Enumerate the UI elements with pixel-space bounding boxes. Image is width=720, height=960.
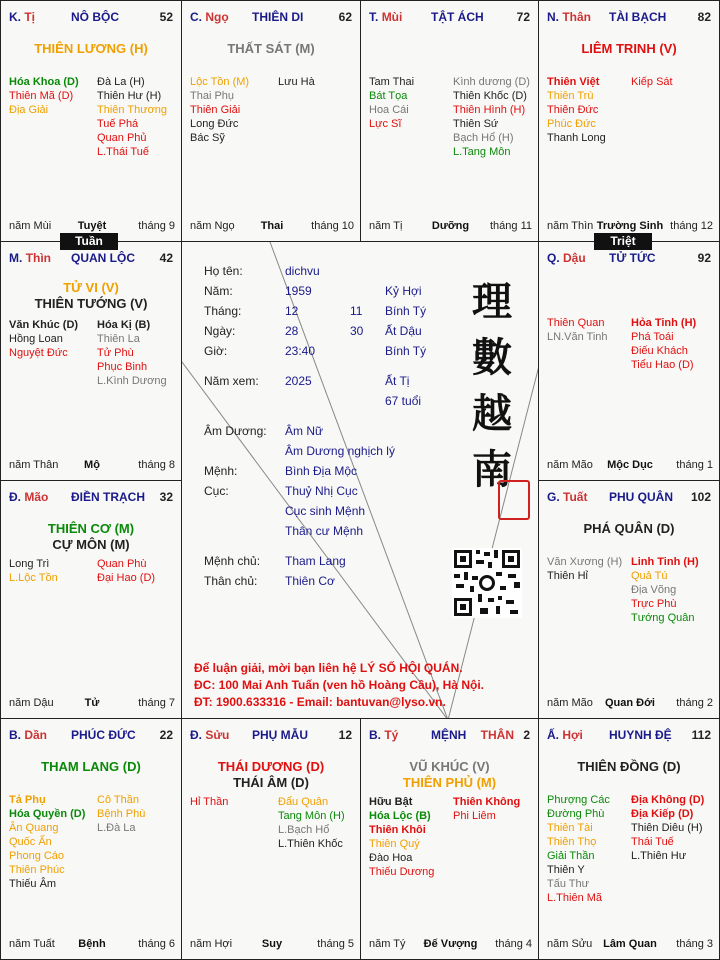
main-star: PHÁ QUÂN (D) — [583, 521, 675, 536]
palace-header — [9, 490, 175, 506]
main-star: TỬ VI (V) — [63, 280, 119, 295]
palace-cell-dau[interactable] — [538, 241, 720, 481]
calligraphy-char-4: 南 — [472, 446, 512, 493]
calligraphy-char-1: 理 — [472, 278, 512, 325]
minor-star-left: Phong Cáo — [9, 850, 65, 862]
minor-star-right: Thiên Hình (H) — [453, 104, 526, 116]
minor-star-right: L.Thiên Hư — [631, 850, 687, 862]
palace-header — [547, 728, 713, 744]
minor-star-right: Địa Kiếp (D) — [631, 808, 694, 820]
minor-star-left: Hóa Khoa (D) — [9, 76, 79, 88]
palace-year: năm Mão — [547, 697, 593, 709]
minor-star-right: Quả Tú — [631, 570, 668, 582]
cuc-label: Cục: — [204, 484, 229, 498]
minor-star-left: L.Thiên Mã — [547, 892, 603, 904]
palace-footer — [9, 697, 175, 711]
minor-star-right: Đà La (H) — [97, 76, 145, 88]
palace-cell-tuat[interactable] — [538, 480, 720, 719]
minor-star-left: Hữu Bật — [369, 796, 413, 808]
minor-star-left: Thiếu Âm — [9, 878, 57, 890]
ngay-can-chi: Ất Dậu — [385, 324, 422, 338]
palace-age: 22 — [159, 728, 173, 742]
palace-can: Đ. — [9, 490, 21, 504]
gio-can-chi: Bính Tý — [385, 344, 427, 358]
palace-footer — [547, 459, 713, 473]
palace-age: 62 — [338, 10, 352, 24]
minor-star-left: Văn Xương (H) — [547, 556, 623, 568]
am-duong-value: Âm Nữ — [285, 424, 324, 438]
tuan-marker: Tuần — [60, 233, 118, 250]
palace-age: 52 — [159, 10, 173, 24]
minor-star-left: Đào Hoa — [369, 852, 413, 864]
palace-truong-sinh: Trường Sinh — [596, 220, 664, 232]
palace-header — [369, 10, 532, 26]
palace-name: QUAN LỘC — [71, 251, 135, 265]
main-star: CỰ MÔN (M) — [52, 537, 130, 552]
contact-line-1: Để luận giải, mời bạn liên hệ LÝ SỐ HỘI QUÁN. — [194, 661, 463, 675]
minor-star-left: Đường Phù — [547, 808, 605, 820]
minor-star-right: Tử Phù — [97, 347, 134, 359]
minor-star-left: Phúc Đức — [547, 118, 596, 130]
calligraphy-char-2: 數 — [472, 334, 512, 381]
palace-year: năm Tý — [369, 938, 406, 950]
palace-cell-mui[interactable] — [360, 0, 539, 242]
palace-truong-sinh: Mộc Dục — [607, 459, 653, 471]
nam-label: Năm: — [204, 284, 233, 298]
main-star: THÁI ÂM (D) — [233, 775, 309, 790]
minor-star-left: Hỉ Thần — [190, 796, 229, 808]
minor-star-left: Thiên Khôi — [369, 824, 426, 836]
palace-can: B. — [369, 728, 381, 742]
palace-footer — [547, 220, 713, 234]
palace-name: TÀI BẠCH — [609, 10, 667, 24]
palace-can: Đ. — [190, 728, 202, 742]
menh-value: Bình Địa Mộc — [285, 464, 358, 478]
palace-chi: Tuất — [563, 490, 588, 504]
palace-truong-sinh: Bệnh — [78, 938, 106, 950]
menh-chu-value: Tham Lang — [285, 554, 346, 568]
palace-header — [547, 490, 713, 506]
palace-cell-ngo[interactable] — [181, 0, 361, 242]
palace-header — [547, 10, 713, 26]
palace-can: K. — [9, 10, 21, 24]
minor-star-right: Đại Hao (D) — [97, 572, 156, 584]
palace-name: PHÚC ĐỨC — [71, 728, 136, 742]
palace-chi: Hợi — [562, 728, 583, 742]
minor-star-right: Quan Phù — [97, 558, 147, 570]
minor-star-right: Tuế Phá — [97, 118, 139, 130]
palace-truong-sinh: Suy — [261, 938, 283, 950]
palace-footer — [369, 938, 532, 952]
thang-am-value: 11 — [350, 304, 363, 318]
qr-code-icon — [452, 548, 522, 618]
minor-star-left: Tấu Thư — [547, 878, 590, 890]
palace-age: 112 — [691, 728, 711, 742]
palace-month: tháng 1 — [676, 459, 713, 471]
palace-truong-sinh: Tuyệt — [77, 220, 107, 232]
menh-label: Mệnh: — [204, 464, 238, 478]
palace-chi: Tý — [384, 728, 399, 742]
minor-star-right: L.Thái Tuế — [97, 146, 149, 158]
palace-can: G. — [547, 490, 560, 504]
palace-month: tháng 5 — [317, 938, 354, 950]
minor-star-left: Thiên Quý — [369, 838, 420, 850]
tuoi-value: 67 tuổi — [385, 394, 422, 408]
palace-chi: Dậu — [563, 251, 586, 265]
palace-name: ĐIỀN TRẠCH — [71, 490, 145, 504]
palace-can: Q. — [547, 251, 560, 265]
palace-chi: Ngọ — [205, 10, 229, 24]
palace-cell-ty[interactable] — [360, 718, 539, 960]
minor-star-right: L.Tang Môn — [453, 146, 511, 158]
palace-month: tháng 2 — [676, 697, 713, 709]
qr-code[interactable] — [452, 548, 522, 618]
palace-header — [190, 728, 354, 744]
main-star: THAM LANG (D) — [41, 759, 141, 774]
palace-month: tháng 11 — [489, 220, 532, 232]
palace-year: năm Sửu — [547, 938, 593, 950]
minor-star-right: Đẩu Quân — [278, 796, 329, 808]
palace-cell-mao[interactable] — [0, 480, 182, 719]
palace-month: tháng 7 — [138, 697, 175, 709]
palace-age: 2 — [523, 728, 530, 742]
minor-star-right: Bệnh Phù — [97, 808, 146, 820]
palace-name: HUYNH ĐỆ — [609, 728, 672, 742]
minor-star-left: Nguyệt Đức — [9, 347, 68, 359]
minor-star-right: Thiên Diêu (H) — [631, 822, 703, 834]
palace-chi: Sửu — [205, 728, 230, 742]
palace-truong-sinh: Thai — [260, 220, 284, 232]
palace-footer — [9, 938, 175, 952]
minor-star-left: Tam Thai — [369, 76, 415, 88]
minor-star-right: Địa Võng — [631, 584, 677, 596]
nam-xem-label: Năm xem: — [204, 374, 259, 388]
palace-chi: Tị — [24, 10, 36, 24]
minor-star-left: Hóa Quyền (D) — [9, 808, 86, 820]
minor-star-left: Thiên Giải — [190, 104, 241, 116]
palace-header — [190, 10, 354, 26]
main-star: THẤT SÁT (M) — [227, 41, 315, 56]
minor-star-right: Lưu Hà — [278, 76, 315, 88]
minor-star-right: Tiểu Hao (D) — [631, 359, 694, 371]
palace-year: năm Thân — [9, 459, 59, 471]
minor-star-right: Thiên La — [97, 333, 140, 345]
minor-star-right: Điếu Khách — [631, 345, 688, 357]
minor-star-right: Địa Không (D) — [631, 794, 705, 806]
palace-month: tháng 8 — [138, 459, 175, 471]
main-star: LIÊM TRINH (V) — [581, 41, 677, 56]
palace-chi: Mùi — [381, 10, 403, 24]
gio-label: Giờ: — [204, 344, 228, 358]
palace-year: năm Dậu — [9, 697, 54, 709]
cuc-note-2: Thân cư Mệnh — [285, 524, 364, 538]
cuc-value: Thuỷ Nhị Cục — [285, 484, 358, 498]
minor-star-right: Thiên Không — [453, 796, 521, 808]
minor-star-left: Phượng Các — [547, 794, 610, 806]
center-info-panel — [181, 241, 539, 719]
minor-star-right: Cô Thần — [97, 794, 139, 806]
minor-star-right: Thiên Khốc (D) — [453, 90, 527, 102]
minor-star-left: Thai Phụ — [190, 90, 235, 102]
palace-age: 72 — [516, 10, 530, 24]
palace-year: năm Thìn — [547, 220, 594, 232]
minor-star-left: Bác Sỹ — [190, 132, 225, 144]
palace-year: năm Ngọ — [190, 220, 235, 232]
minor-star-right: L.Đà La — [97, 822, 136, 834]
palace-footer — [190, 220, 354, 234]
palace-month: tháng 10 — [311, 220, 354, 232]
main-star: VŨ KHÚC (V) — [409, 759, 490, 774]
minor-star-left: Thiên Y — [547, 864, 585, 876]
palace-age: 32 — [159, 490, 173, 504]
minor-star-right: Hỏa Tinh (H) — [631, 317, 697, 329]
minor-star-right: L.Kình Dương — [97, 375, 167, 387]
palace-cell-suu[interactable] — [181, 718, 361, 960]
palace-can: N. — [547, 10, 559, 24]
red-seal-stamp — [498, 480, 530, 520]
palace-footer — [369, 220, 532, 234]
minor-star-left: Thiên Phúc — [9, 864, 65, 876]
minor-star-right: L.Bạch Hổ — [278, 824, 330, 836]
thang-label: Tháng: — [204, 304, 242, 318]
palace-chi: Dần — [24, 728, 48, 742]
contact-phone-email[interactable]: ĐT: 1900.633316 - Email: bantuvan@lyso.vn. — [194, 695, 446, 709]
palace-footer — [547, 938, 713, 952]
minor-star-right: Kình dương (D) — [453, 76, 530, 88]
contact-address: ĐC: 100 Mai Anh Tuấn (ven hồ Hoàng Cầu), Hà Nội. — [194, 678, 485, 692]
palace-age: 42 — [159, 251, 173, 265]
palace-footer — [190, 938, 354, 952]
minor-star-left: Thiên Việt — [547, 76, 600, 88]
minor-star-right: Thiên Thương — [97, 104, 168, 116]
palace-age: 12 — [338, 728, 352, 742]
palace-age: 102 — [690, 490, 711, 504]
minor-star-right: Kiếp Sát — [631, 76, 673, 88]
palace-truong-sinh: Lâm Quan — [603, 938, 657, 950]
minor-star-right: Bạch Hổ (H) — [453, 132, 514, 144]
thang-value: 12 — [285, 304, 299, 318]
palace-truong-sinh: Mộ — [84, 459, 100, 471]
nam-can-chi: Kỷ Hợi — [385, 284, 422, 298]
palace-cell-dan[interactable] — [0, 718, 182, 960]
palace-month: tháng 12 — [670, 220, 713, 232]
palace-cell-hoi[interactable] — [538, 718, 720, 960]
minor-star-left: Long Trì — [9, 558, 50, 570]
thang-can-chi: Bính Tý — [385, 304, 427, 318]
palace-header — [9, 728, 175, 744]
palace-header — [547, 251, 713, 267]
minor-star-right: Phá Toái — [631, 331, 674, 343]
nam-value: 1959 — [285, 284, 312, 298]
palace-name: TẬT ÁCH — [431, 10, 484, 24]
minor-star-left: Tả Phụ — [9, 794, 46, 806]
ngay-value: 28 — [285, 324, 299, 338]
minor-star-left: Thiên Tài — [547, 822, 593, 834]
minor-star-left: LN.Văn Tinh — [547, 331, 608, 343]
minor-star-left: Hóa Lộc (B) — [369, 810, 431, 822]
ho-ten-value: dichvu — [285, 264, 320, 278]
minor-star-left: Văn Khúc (D) — [9, 319, 79, 331]
palace-header — [9, 10, 175, 26]
gio-value: 23:40 — [285, 344, 316, 358]
triet-marker: Triệt — [594, 233, 652, 250]
palace-header — [369, 728, 532, 744]
minor-star-right: L.Thiên Khốc — [278, 838, 343, 850]
palace-name: PHU QUÂN — [609, 490, 674, 504]
minor-star-right: Phi Liêm — [453, 810, 496, 822]
am-duong-label: Âm Dương: — [204, 424, 267, 438]
palace-month: tháng 6 — [138, 938, 175, 950]
minor-star-right: Trực Phù — [631, 598, 677, 610]
minor-star-right: Thiên Sứ — [453, 118, 499, 130]
palace-truong-sinh: Đế Vượng — [423, 938, 478, 950]
palace-footer — [547, 697, 713, 711]
minor-star-left: Hoa Cái — [369, 104, 409, 116]
minor-star-left: Quốc Ấn — [9, 836, 52, 848]
minor-star-left: Thanh Long — [547, 132, 606, 144]
palace-can: M. — [9, 251, 23, 265]
palace-name: TỬ TỨC — [609, 251, 656, 265]
palace-year: năm Mão — [547, 459, 593, 471]
minor-star-right: Quan Phủ — [97, 132, 147, 144]
palace-name: THIÊN DI — [252, 10, 304, 24]
main-star: THIÊN LƯƠNG (H) — [34, 41, 148, 56]
minor-star-left: Ân Quang — [9, 822, 59, 834]
main-star: THÁI DƯƠNG (D) — [217, 759, 325, 774]
palace-cell-ti[interactable] — [0, 0, 182, 242]
palace-can: C. — [190, 10, 202, 24]
menh-chu-label: Mệnh chủ: — [204, 554, 261, 568]
minor-star-left: Thiên Trù — [547, 90, 594, 102]
minor-star-left: Thiên Thọ — [547, 836, 597, 848]
ho-ten-label: Họ tên: — [204, 264, 243, 278]
main-star: THIÊN ĐỒNG (D) — [577, 759, 681, 774]
minor-star-left: Địa Giải — [9, 104, 49, 116]
calligraphy-char-3: 越 — [472, 390, 512, 437]
palace-can: Ấ. — [547, 728, 559, 742]
main-star: THIÊN CƠ (M) — [47, 521, 135, 536]
cuc-note-1: Cục sinh Mệnh — [285, 504, 366, 518]
palace-cell-than[interactable] — [538, 0, 720, 242]
palace-truong-sinh: Dưỡng — [431, 220, 470, 232]
main-star: THIÊN PHỦ (M) — [402, 775, 497, 790]
minor-star-left: Thiên Mã (D) — [9, 90, 74, 102]
palace-truong-sinh: Quan Đới — [605, 697, 655, 709]
main-star: THIÊN TƯỚNG (V) — [34, 296, 148, 311]
minor-star-right: Phục Binh — [97, 361, 148, 373]
palace-chi: Thìn — [25, 251, 52, 265]
palace-year: năm Tị — [369, 220, 403, 232]
minor-star-left: Bát Tọa — [369, 90, 408, 102]
palace-truong-sinh: Tử — [84, 697, 100, 709]
palace-age: 92 — [697, 251, 711, 265]
minor-star-left: Lực Sĩ — [369, 118, 402, 130]
palace-can: T. — [369, 10, 379, 24]
palace-chi: Mão — [24, 490, 49, 504]
palace-footer — [9, 220, 175, 234]
than-chu-value: Thiên Cơ — [285, 574, 335, 588]
palace-age: 82 — [697, 10, 711, 24]
minor-star-right: Thái Tuế — [631, 836, 674, 848]
minor-star-right: Tang Môn (H) — [278, 810, 345, 822]
nam-xem-value: 2025 — [285, 374, 312, 388]
palace-month: tháng 9 — [138, 220, 175, 232]
am-duong-note: Âm Dương nghịch lý — [285, 444, 395, 458]
palace-can: B. — [9, 728, 21, 742]
minor-star-left: Thiếu Dương — [369, 866, 435, 878]
nam-xem-can-chi: Ất Tị — [385, 374, 410, 388]
minor-star-left: L.Lộc Tồn — [9, 572, 58, 584]
minor-star-left: Lộc Tồn (M) — [190, 76, 250, 88]
palace-year: năm Mùi — [9, 220, 52, 232]
palace-month: tháng 4 — [495, 938, 532, 950]
minor-star-right: Hóa Kị (B) — [97, 319, 151, 331]
minor-star-left: Thiên Quan — [547, 317, 605, 329]
palace-year: năm Hợi — [190, 938, 233, 950]
palace-cell-thin[interactable] — [0, 241, 182, 481]
minor-star-right: Linh Tinh (H) — [631, 556, 699, 568]
palace-year: năm Tuất — [9, 938, 55, 950]
minor-star-right: Thiên Hư (H) — [97, 90, 162, 102]
ngay-am-value: 30 — [350, 324, 364, 338]
minor-star-left: Thiên Hỉ — [547, 570, 588, 582]
palace-header — [9, 251, 175, 267]
than-chu-label: Thân chủ: — [204, 574, 258, 588]
palace-name: PHỤ MẪU — [252, 728, 308, 742]
palace-footer — [9, 459, 175, 473]
minor-star-left: Giải Thần — [547, 850, 595, 862]
minor-star-left: Thiên Đức — [547, 104, 599, 116]
palace-name: MỆNH — [431, 728, 467, 742]
minor-star-left: Hồng Loan — [9, 333, 63, 345]
than-marker: THÂN — [480, 728, 514, 742]
palace-name: NÔ BỘC — [71, 10, 119, 24]
minor-star-right: Tướng Quân — [631, 612, 695, 624]
palace-chi: Thân — [562, 10, 592, 24]
palace-month: tháng 3 — [676, 938, 713, 950]
minor-star-left: Long Đức — [190, 118, 239, 130]
ngay-label: Ngày: — [204, 324, 236, 338]
